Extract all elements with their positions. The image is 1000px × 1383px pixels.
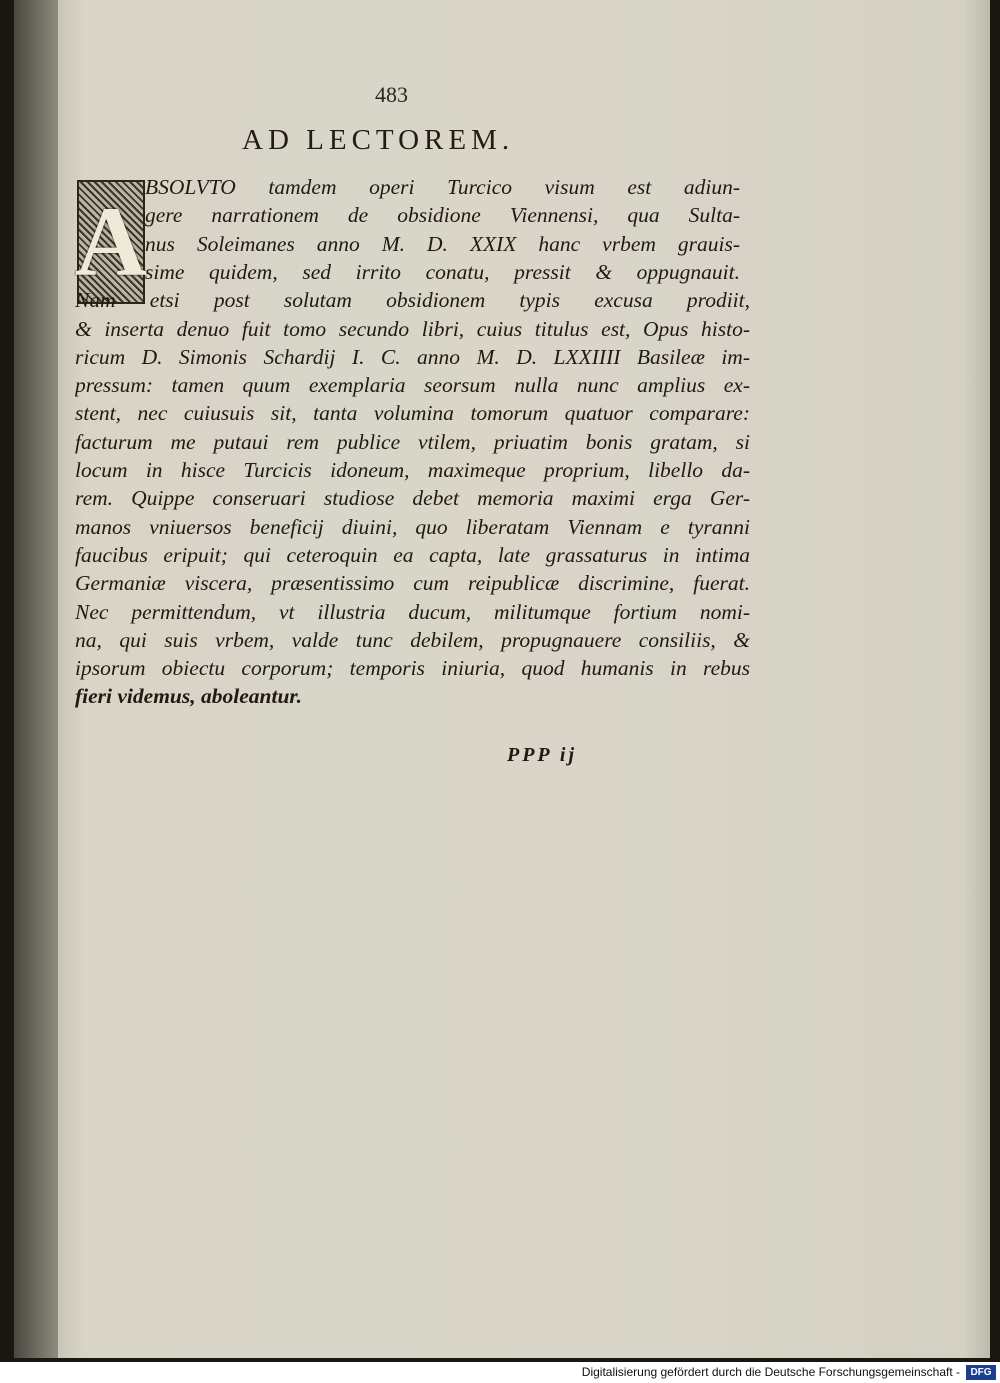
text-line: Germaniæ viscera, præsentissimo cum reipublicæ discrimine, fuerat. bbox=[75, 571, 750, 596]
text-line: stent, nec cuiusuis sit, tanta volumina tomorum quatuor comparare: bbox=[75, 401, 750, 426]
text-line: manos vniuersos beneficij diuini, quo liberatam Viennam e tyranni bbox=[75, 514, 750, 539]
page-number: 483 bbox=[375, 82, 408, 107]
text-line: rem. Quippe conseruari studiose debet memoria maximi erga Ger- bbox=[75, 486, 750, 511]
text-line: & inserta denuo fuit tomo secundo libri, cuius titulus est, Opus histo- bbox=[75, 316, 750, 341]
book-binding-edge bbox=[14, 0, 58, 1358]
text-line: fieri videmus, aboleantur. bbox=[75, 684, 302, 709]
text-line: BSOLVTO tamdem operi Turcico visum est adiun- bbox=[145, 175, 740, 199]
footer-bar bbox=[0, 1362, 1000, 1383]
text-line: locum in hisce Turcicis idoneum, maximeque proprium, libello da- bbox=[75, 458, 750, 482]
signature-mark: PPP ij bbox=[507, 744, 578, 766]
text-line: ipsorum obiectu corporum; temporis iniuria, quod humanis in rebus bbox=[75, 656, 750, 681]
text-line: na, qui suis vrbem, valde tunc debilem, propugnauere consiliis, & bbox=[75, 627, 750, 652]
text-line: gere narrationem de obsidione Viennensi, qua Sulta- bbox=[145, 203, 740, 228]
footer-credit: Digitalisierung gefördert durch die Deutsche Forschungsgemeinschaft - bbox=[581, 1365, 960, 1379]
text-line: ricum D. Simonis Schardij I. C. anno M. D. LXXIIII Basileæ im- bbox=[75, 344, 750, 369]
dfg-logo: DFG bbox=[966, 1365, 996, 1380]
text-line: facturum me putaui rem publice vtilem, priuatim bonis gratam, si bbox=[75, 429, 750, 454]
text-line: faucibus eripuit; qui ceteroquin ea capta, late grassaturus in intima bbox=[75, 542, 750, 567]
text-line: Nam etsi post solutam obsidionem typis excusa prodiit, bbox=[75, 288, 750, 313]
text-line: pressum: tamen quum exemplaria seorsum nulla nunc amplius ex- bbox=[75, 373, 750, 398]
page-heading: AD LECTOREM. bbox=[242, 124, 515, 156]
text-line: Nec permittendum, vt illustria ducum, militumque fortium nomi- bbox=[75, 599, 750, 624]
text-line: sime quidem, sed irrito conatu, pressit & oppugnauit. bbox=[145, 259, 740, 284]
initial-letter: A bbox=[74, 186, 148, 297]
text-line: nus Soleimanes anno M. D. XXIX hanc vrbem grauis- bbox=[145, 231, 740, 256]
